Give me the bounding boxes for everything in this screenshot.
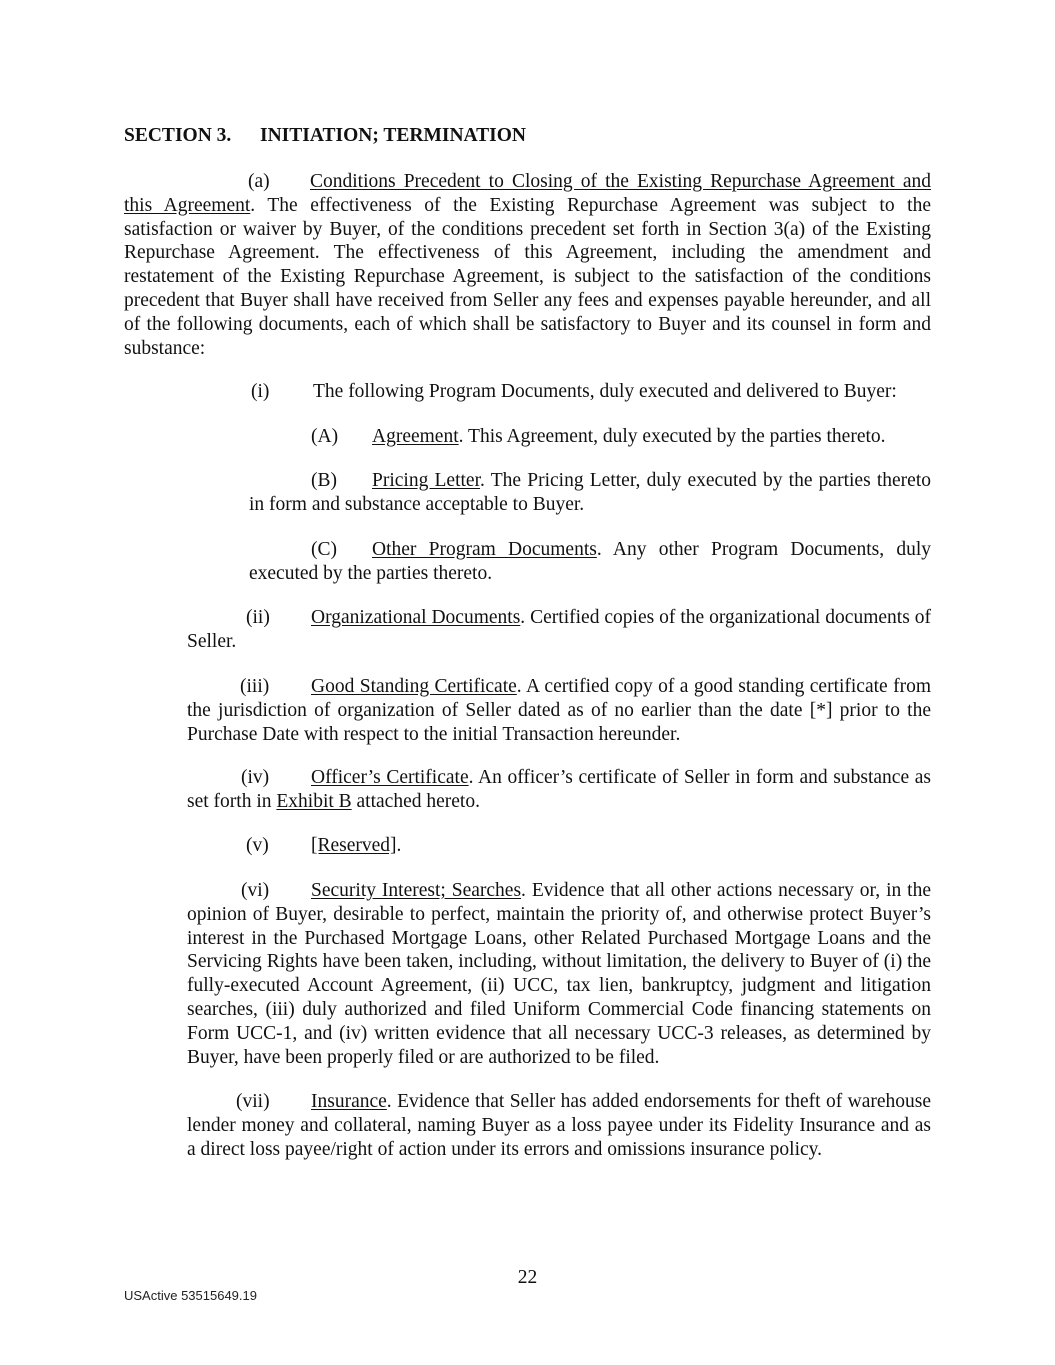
item-C	[249, 538, 931, 586]
paragraph-a	[124, 170, 931, 360]
paragraph-heading-cont: this Agreement	[124, 194, 251, 216]
item-i	[249, 380, 931, 404]
item-label: (A)	[311, 426, 339, 447]
item-text: . Evidence that all other actions necessary or, in the opinion of Buyer, desirable to perfect, maintain the priority of, and otherwise protect Buyer’s interest in the Purchased Mortgage Loans, other Related Purchased Mortgage Loans and the Servicing Rights have been taken, including, without limitation, the delivery to Buyer of (i) the fully-executed Account Agreement, (ii) UCC, tax lien, bankruptcy, judgment and litigation searches, (iii) duly authorized and filed Uniform Commercial Code financing statements on Form UCC-1, and (iv) written evidence that all necessary UCC-3 releases, as determined by Buyer, have been properly filed or are authorized to be filed.	[187, 880, 932, 1068]
item-heading: Organizational Documents	[311, 607, 521, 628]
item-text: . Certified copies of the organizational documents of Seller.	[187, 607, 931, 652]
item-label: (v)	[246, 835, 269, 856]
item-text: . Evidence that Seller has added endorsements for theft of warehouse lender money and collateral, naming Buyer as a loss payee under its Fidelity Insurance and as a direct loss payee/right of action under its errors and omissions insurance policy.	[187, 1091, 931, 1160]
item-label: (B)	[311, 470, 337, 491]
paragraph-body: . The effectiveness of the Existing Repurchase Agreement was subject to the satisfaction or waiver by Buyer, of the conditions precedent set forth in Section 3(a) of the Existing Repurchase Agreement. The effectiveness of this Agreement, including the amendment and restatement of the Existing Repurchase Agreement, is subject to the satisfaction of the conditions precedent that Buyer shall have received from Seller any fees and expenses payable hereunder, and all of the following documents, each of which shall be satisfactory to Buyer and its counsel in form and substance:	[124, 194, 931, 359]
item-iv	[187, 766, 931, 814]
item-label: (i)	[251, 381, 270, 402]
item-label: (vii)	[236, 1091, 270, 1112]
page-number: 22	[517, 1267, 538, 1288]
item-heading: Insurance	[311, 1091, 387, 1112]
item-text: . This Agreement, duly executed by the parties thereto.	[458, 426, 886, 447]
item-v	[187, 834, 931, 858]
item-iii	[187, 675, 931, 746]
item-heading: Officer’s Certificate	[311, 767, 469, 788]
item-B	[249, 469, 931, 517]
item-heading: Agreement	[372, 426, 459, 447]
item-text: . A certified copy of a good standing certificate from the jurisdiction of organization of Seller dated as of no earlier than the date [*] prior to the Purchase Date with respect to the initial Transaction hereunder.	[187, 676, 932, 745]
item-text: .	[396, 835, 402, 856]
item-label: (C)	[311, 539, 337, 560]
item-text: . Any other Program Documents, duly executed by the parties thereto.	[249, 539, 931, 584]
section-heading	[124, 124, 526, 148]
exhibit-b-link[interactable]: Exhibit B	[276, 790, 352, 812]
item-text: The following Program Documents, duly executed and delivered to Buyer:	[313, 381, 897, 402]
item-heading: Security Interest; Searches	[311, 880, 522, 901]
paragraph-label: (a)	[248, 171, 270, 192]
item-A	[249, 425, 931, 449]
paragraph-heading: Conditions Precedent to Closing of the Existing Repurchase Agreement and	[310, 171, 931, 192]
item-label: (iii)	[240, 676, 270, 697]
item-heading: Other Program Documents	[372, 539, 597, 560]
item-text: . The Pricing Letter, duly executed by the parties thereto in form and substance acceptable to Buyer.	[249, 470, 931, 515]
item-text: . An officer’s certificate of Seller in form and substance as set forth in	[187, 767, 931, 812]
item-heading: [Reserved]	[311, 835, 397, 856]
item-heading: Pricing Letter	[372, 470, 481, 491]
item-label: (vi)	[241, 880, 270, 901]
item-label: (iv)	[241, 767, 270, 788]
item-vi	[187, 879, 931, 1069]
item-ii	[187, 606, 931, 654]
item-vii	[187, 1090, 931, 1161]
item-label: (ii)	[246, 607, 270, 628]
section-number: SECTION 3.	[124, 125, 232, 146]
item-heading: Good Standing Certificate	[311, 676, 517, 697]
item-text-end: attached hereto.	[351, 790, 480, 812]
document-id: USActive 53515649.19	[124, 1288, 257, 1303]
section-title: INITIATION; TERMINATION	[260, 125, 527, 146]
